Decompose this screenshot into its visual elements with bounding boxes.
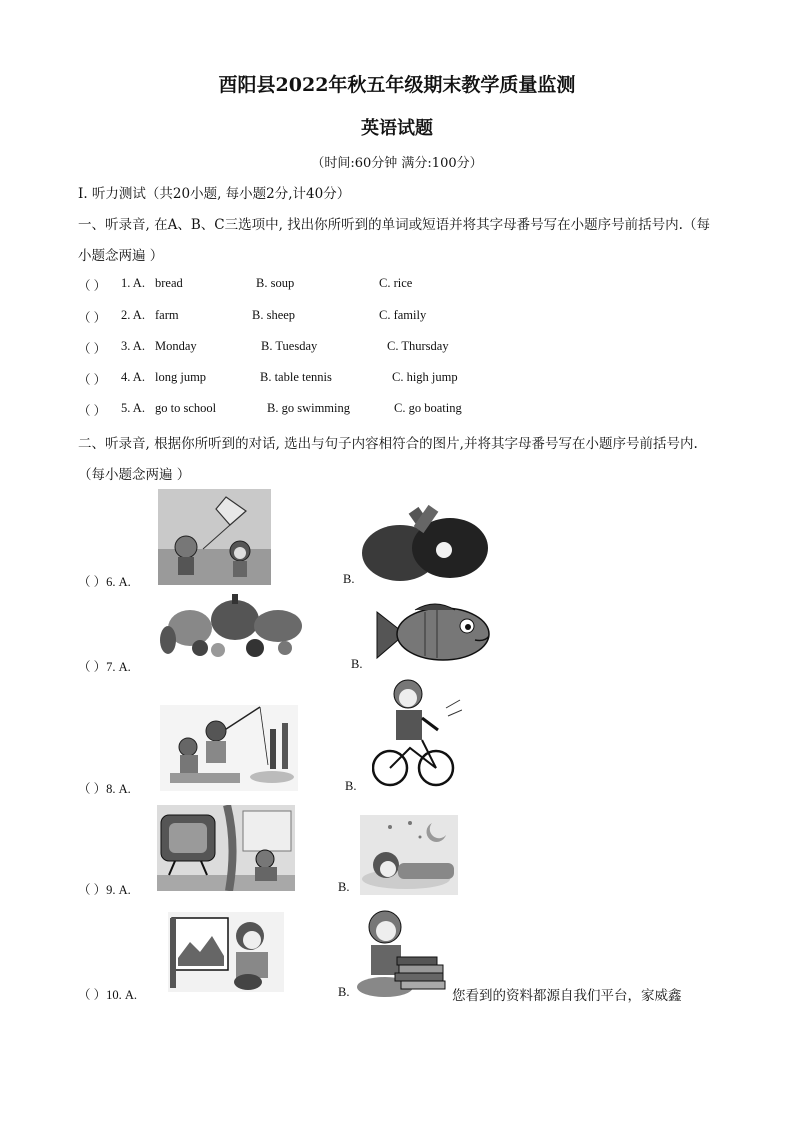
question-9-label[interactable]: （ ）9. A.	[78, 883, 131, 897]
part1-heading: I. 听力测试（共20小题, 每小题2分,计40分）	[78, 186, 351, 202]
exam-info: （时间:60分钟 满分:100分）	[311, 156, 483, 171]
option-c: C. Thursday	[387, 339, 449, 353]
question-6-label[interactable]: （ ）6. A.	[78, 575, 131, 589]
page-subtitle: 英语试题	[361, 118, 433, 139]
fishing-picture	[160, 705, 298, 791]
cycling-picture	[372, 678, 462, 790]
option-b: B. go swimming	[267, 401, 350, 415]
option-a: long jump	[155, 370, 207, 384]
kite-children-picture	[158, 489, 271, 585]
section1-instruction-line1: 一、听录音, 在A、B、C三选项中, 找出你所听到的单词或短语并将其字母番号写在小题序号前括号内.（每	[78, 217, 710, 233]
option-b: B. Tuesday	[261, 339, 318, 353]
answer-bracket[interactable]: （ ）	[78, 279, 107, 293]
option-c: C. family	[379, 308, 427, 322]
vegetables-picture	[160, 590, 306, 660]
answer-bracket[interactable]: （ ）	[78, 311, 107, 325]
section2-instruction-line2: （每小题念两遍 ）	[78, 467, 191, 483]
section2-instruction-line1: 二、听录音, 根据你所听到的对话, 选出与句子内容相符合的图片,并将其字母番号写在小题序号前括号内.	[78, 436, 698, 452]
page-title: 酉阳县2022年秋五年级期末教学质量监测	[218, 74, 576, 96]
reading-books-picture	[355, 905, 453, 999]
option-a: go to school	[155, 401, 217, 415]
ping-pong-picture	[360, 498, 490, 584]
option-b: B. soup	[256, 276, 295, 290]
option-a: bread	[155, 276, 183, 290]
option-c: C. high jump	[392, 370, 458, 384]
answer-bracket[interactable]: （ ）	[78, 342, 107, 356]
watching-tv-picture	[157, 805, 295, 891]
painting-picture	[168, 912, 284, 992]
question-number: 4. A.	[121, 370, 145, 384]
sleeping-picture	[360, 815, 458, 895]
option-a: Monday	[155, 339, 197, 353]
question-number: 1. A.	[121, 276, 145, 290]
watermark-text: 您看到的资料都源自我们平台，家威鑫	[452, 988, 682, 1004]
option-c: C. go boating	[394, 401, 462, 415]
answer-bracket[interactable]: （ ）	[78, 373, 107, 387]
question-8-label[interactable]: （ ）8. A.	[78, 782, 131, 796]
option-c: C. rice	[379, 276, 413, 290]
question-8-option-b: B.	[345, 779, 357, 793]
answer-bracket[interactable]: （ ）	[78, 404, 107, 418]
question-number: 3. A.	[121, 339, 145, 353]
question-number: 5. A.	[121, 401, 145, 415]
question-7-label[interactable]: （ ）7. A.	[78, 660, 131, 674]
section1-instruction-line2: 小题念两遍 ）	[78, 248, 164, 264]
question-10-label[interactable]: （ ）10. A.	[78, 988, 138, 1002]
option-b: B. sheep	[252, 308, 296, 322]
fish-picture	[375, 598, 495, 670]
option-a: farm	[155, 308, 179, 322]
question-9-option-b: B.	[338, 880, 350, 894]
question-7-option-b: B.	[351, 657, 363, 671]
question-10-option-b: B.	[338, 985, 350, 999]
option-b: B. table tennis	[260, 370, 332, 384]
question-6-option-b: B.	[343, 572, 355, 586]
question-number: 2. A.	[121, 308, 145, 322]
